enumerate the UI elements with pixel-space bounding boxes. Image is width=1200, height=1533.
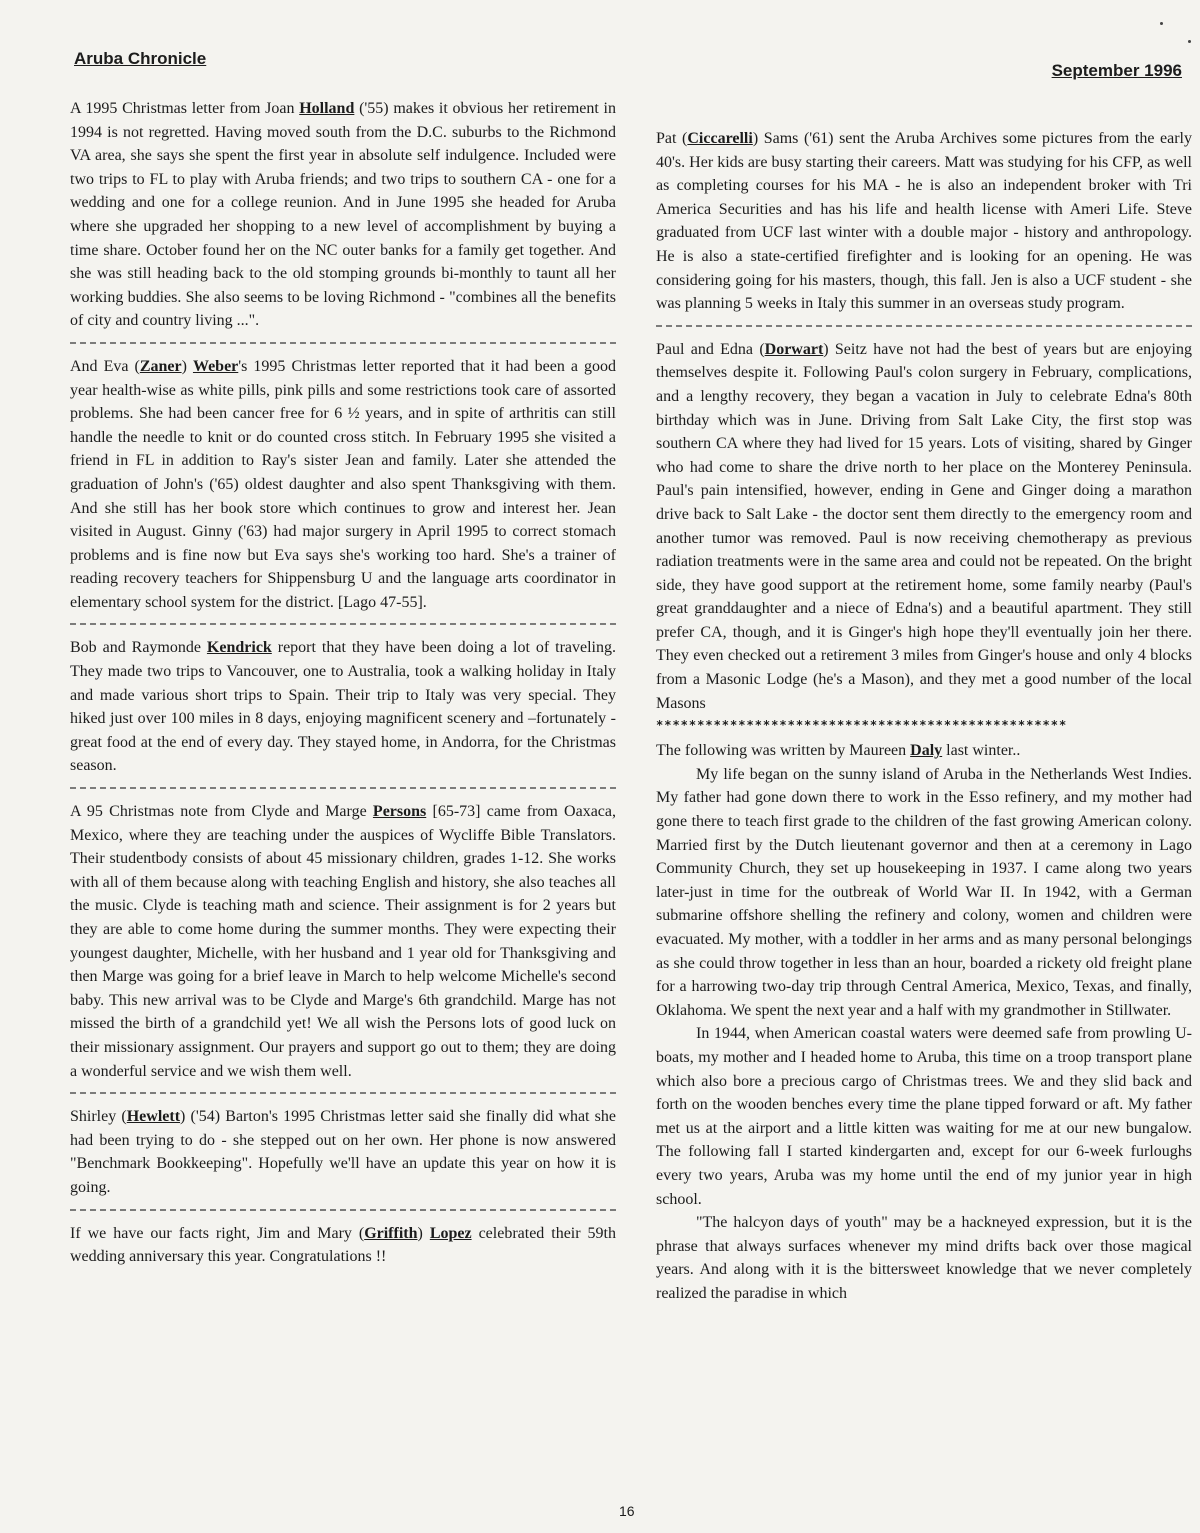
story-paragraph: My life began on the sunny island of Aruba in the Netherlands West Indies. My father had gone down there to work in the Esso refinery, and my mother had gone there to teach first grade to the children of the fast growing American colony. Married first by the Dutch lieutenant governor and then at a ceremony in Lago Community Church, they set up housekeeping in 1937. I came along two years later-just in time for the outbreak of World War II. In 1942, with a German submarine offshore shelling the refinery and colony, women and children were evacuated. My mother, with a toddler in her arms and as many personal belongings as she could throw together in less than an hour, boarded a rickety old freight plane for a harrowing two-day trip through Central America, Mexico, Texas, and finally, Oklahoma. We spent the next year and a half with my grandmother in Stillwater. (656, 765, 1192, 1019)
news-item (70, 800, 616, 1083)
family-name: Weber (192, 357, 239, 375)
family-name: Dorwart (764, 340, 824, 358)
family-name: Persons (372, 803, 427, 821)
right-column (656, 127, 1192, 1306)
news-item (656, 338, 1192, 716)
story-paragraph: In 1944, when American coastal waters were deemed safe from prowling U-boats, my mother and I headed home to Aruba, this time on a troop transport plane which also bore a precious cargo of Christmas trees. We and they slid back and forth on the wooden benches every time the plane tipped forward or aft. My father met us at the airport and a little kitten was waiting for me at our new bungalow. The following fall I started kindergarten and, except for our 6-week furloughs every two years, Aruba was my home until the end of my junior year in high school. (656, 1025, 1192, 1208)
print-speck (1160, 22, 1163, 25)
news-text: ) (181, 357, 193, 375)
news-item (70, 355, 616, 615)
dashed-divider (70, 1092, 616, 1096)
family-name: Hewlett (126, 1108, 181, 1126)
story-intro (656, 739, 1192, 763)
news-text: report that they have been doing a lot of traveling. They made two trips to Vancouver, one to Australia, took a walking holiday in Italy and made various short trips to Spain. Their trip to Italy was very special. They hiked just over 100 miles in 8 days, enjoying magnificent scenery and –fortunately - great food at the end of every day. They stayed home, in Andorra, for the Christmas season. (70, 639, 617, 775)
print-speck (1188, 40, 1191, 43)
story-paragraph: "The halcyon days of youth" may be a hackneyed expression, but it is the phrase that always surfaces whenever my mind drifts back over those magical years. And along with it is the bittersweet knowledge that we never completely realized the paradise in which (656, 1214, 1192, 1302)
news-text: Shirley ( (70, 1108, 127, 1126)
page-number: 16 (619, 1503, 635, 1519)
news-item (656, 127, 1192, 316)
story-body (656, 763, 1192, 1306)
news-text: A 95 Christmas note from Clyde and Marge (70, 803, 373, 821)
news-text: 's 1995 Christmas letter reported that it had been a good year health-wise as white pills, pink pills and some restrictions took care of assorted problems. She had been cancer free for 6 ½ years, and in spite of arthritis can still handle the needle to knit or do counted cross stitch. In February 1995 she visited a friend in FL in addition to Ray's sister Jean and family. Later she attended the graduation of John's ('65) oldest daughter and also spent Thanksgiving with them. And she still has her book store which continues to grow and interest her. Jean visited in August. Ginny ('63) had major surgery in April 1995 to correct stomach problems and is fine now but Eva says she's working too hard. She's a trainer of reading recovery teachers for Shippensburg U and the language arts coordinator in elementary school system for the district. [Lago 47-55]. (70, 357, 616, 611)
family-name: Kendrick (206, 639, 272, 657)
left-column (70, 97, 616, 1269)
news-text: ) (417, 1224, 430, 1242)
star-divider: ************************************************** (656, 718, 1068, 733)
right-entries (656, 127, 1192, 715)
dashed-divider (656, 325, 1192, 329)
dashed-divider (70, 787, 616, 791)
news-item (70, 1105, 616, 1199)
news-text: Pat ( (656, 130, 688, 147)
family-name: Ciccarelli (687, 130, 753, 147)
news-text: If we have our facts right, Jim and Mary ( (70, 1224, 365, 1242)
news-text: ) Sams ('61) sent the Aruba Archives some pictures from the early 40's. Her kids are busy starting their careers. Matt was studying for his CFP, as well as completing courses for his MA - he is also an independent broker with Tri America Securities and has his life and health license with Ameri Life. Steve graduated from UCF last winter with a double major - history and anthropology. He is also a state-certified firefighter and is looking for an opening. He was considering going for his masters, though, this fall. Jen is also a UCF student - she was planning 5 weeks in Italy this summer in an overseas study program. (656, 130, 1192, 313)
family-name: Zaner (139, 357, 182, 375)
dashed-divider (70, 1209, 616, 1213)
news-text: ('55) makes it obvious her retirement in 1994 is not regretted. Having moved south from the D.C. suburbs to the Richmond VA area, she says she spent the first year in absolute self indulgence. Included were two trips to FL to play with Aruba friends; and two trips to southern CA - one for a wedding and one for a college reunion. And in June 1995 she headed for Aruba where she upgraded her shopping to a new level of accomplishment by buying a time share. October found her on the NC outer banks for a family get together. And she was still heading back to the old stomping grounds bi-monthly to taunt all her working buddies. She also seems to be loving Richmond - "combines all the benefits of city and country living ...". (70, 100, 617, 330)
news-text: Paul and Edna ( (656, 340, 765, 358)
news-item (70, 1222, 616, 1269)
news-text: A 1995 Christmas letter from Joan (70, 100, 300, 117)
story-author-name: Daly (910, 742, 943, 760)
news-text: ) Seitz have not had the best of years but are enjoying themselves despite it. Following Paul's colon surgery in February, complications, and a lengthy recovery, they began a vacation in July to celebrate Edna's 80th birthday which was in June. Driving from Salt Lake City, the first stop was southern CA where they had lived for 15 years. Lots of visiting, shared by Ginger who had come to share the drive north to her place on the Monterey Peninsula. Paul's pain intensified, however, ending in Gene and Ginger doing a marathon drive back to Salt Lake - the doctor sent them directly to the emergency room and another tumor was removed. Paul is now receiving chemotherapy as previous radiation treatments were in the same area and could not be repeated. On the bright side, they have good support at the retirement home, some family nearby (Paul's great granddaughter and a niece of Edna's) and a beautiful apartment. They still prefer CA, though, and it is Ginger's high hope they'll eventually join her there. They even checked out a retirement 3 miles from Ginger's house and only 4 blocks from a Masonic Lodge (he's a Mason), and they met a good number of the local Masons (656, 340, 1192, 712)
dashed-divider (70, 623, 616, 627)
family-name: Griffith (364, 1224, 418, 1242)
news-item (70, 636, 616, 778)
story-intro-before: The following was written by Maureen (656, 742, 911, 760)
news-item (70, 97, 616, 333)
story-intro-after: last winter.. (942, 742, 1021, 760)
news-text: And Eva ( (70, 357, 140, 375)
news-text: [65-73] came from Oaxaca, Mexico, where they are teaching under the auspices of Wycliffe Bible Translators. Their studentbody consists of about 45 missionary children, grades 1-12. She works with all of them because along with teaching English and history, she also teaches all the music. Clyde is teaching math and science. Their assignment is for 2 years but they are able to come home during the summer months. They were expecting their youngest daughter, Michelle, with her husband and 1 year old for Thanksgiving and then Marge was going for a brief leave in March to help welcome Michelle's second baby. This new arrival was to be Clyde and Marge's 6th grandchild. Marge has not missed the birth of a grandchild yet! We all wish the Persons lots of good luck on their missionary assignment. Our prayers and support go out to them; they are doing a wonderful service and we wish them well. (70, 803, 617, 1080)
news-text: celebrated their 59th wedding anniversary this year. Congratulations !! (70, 1224, 616, 1266)
family-name: Lopez (429, 1224, 472, 1242)
news-text: ) ('54) Barton's 1995 Christmas letter said she finally did what she had been trying to do - she stepped out on her own. Her phone is now answered "Benchmark Bookkeeping". Hopefully we'll have an update this year on how it is going. (70, 1108, 617, 1196)
dashed-divider (70, 342, 616, 346)
page-header-date: September 1996 (1051, 61, 1182, 80)
page-header-publication: Aruba Chronicle (74, 49, 207, 68)
family-name: Holland (299, 100, 355, 117)
news-text: Bob and Raymonde (70, 639, 207, 657)
